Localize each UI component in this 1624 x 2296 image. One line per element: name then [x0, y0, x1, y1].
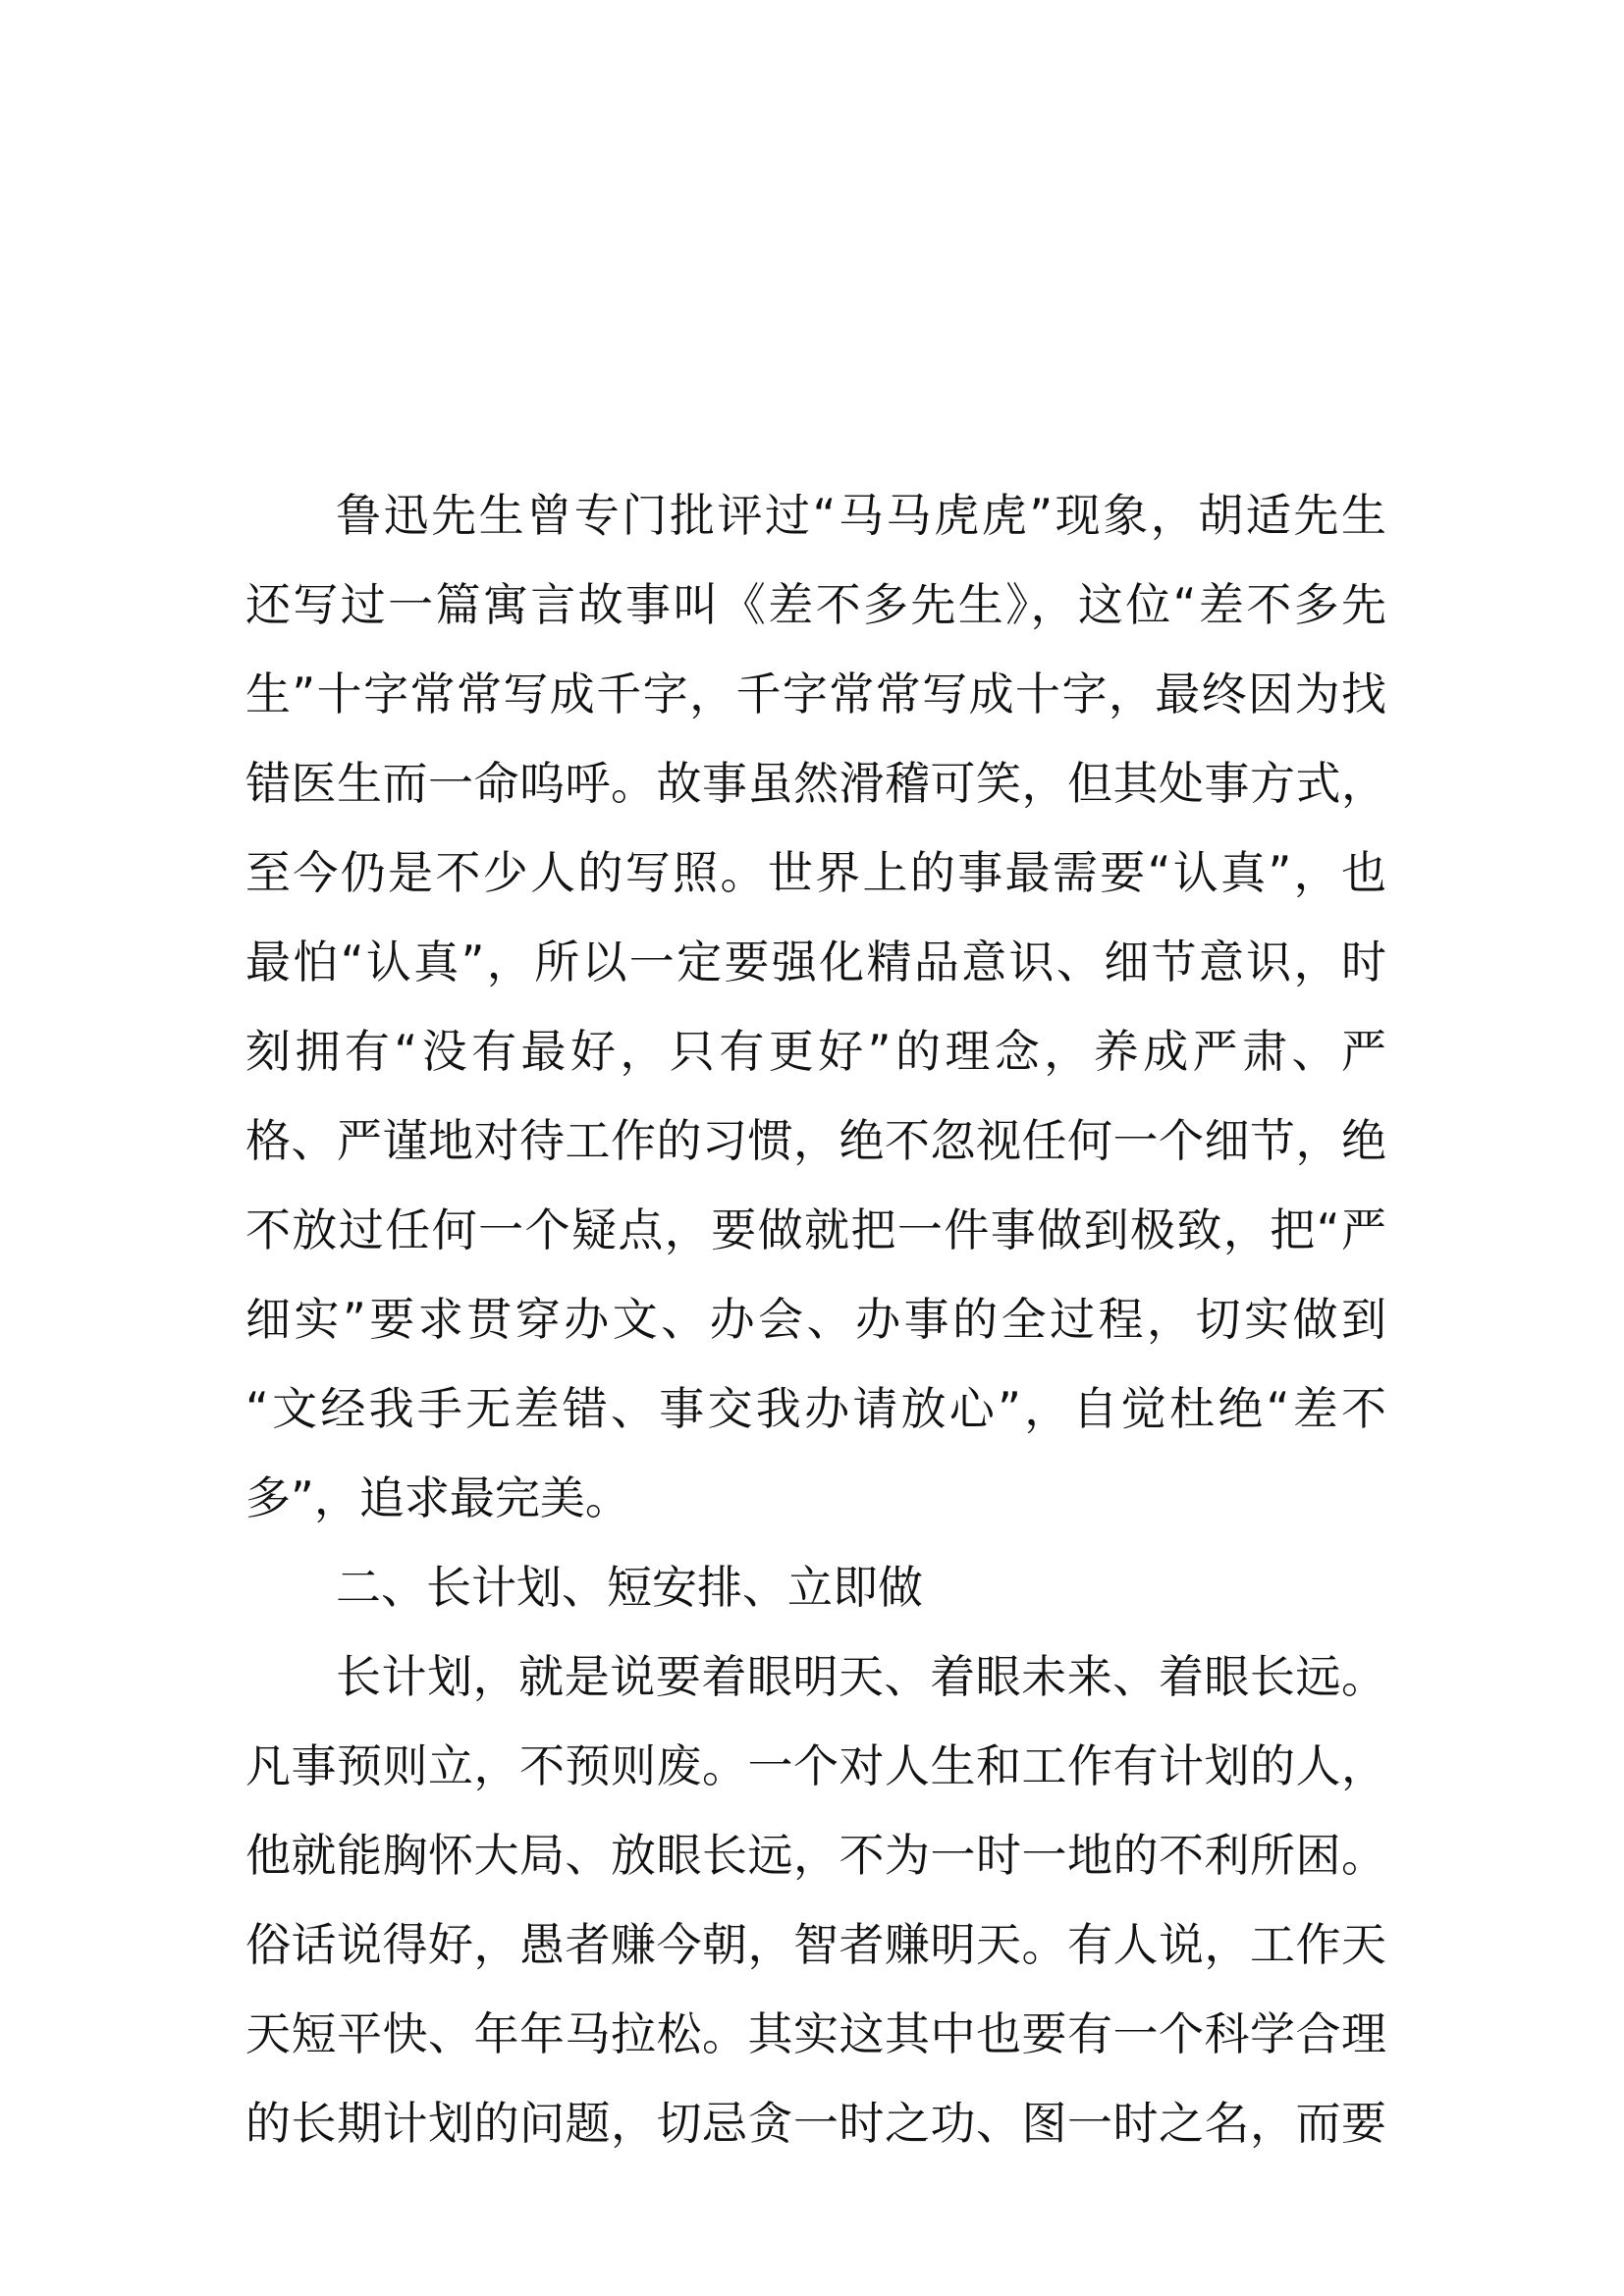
paragraph-1-line-8: 格、严谨地对待工作的习惯，绝不忽视任何一个细节，绝: [245, 1114, 1386, 1167]
paragraph-2-line-2: 凡事预则立，不预则废。一个对人生和工作有计划的人，: [245, 1739, 1386, 1792]
section-heading: 二、长计划、短安排、立即做: [336, 1561, 923, 1614]
paragraph-2-line-3: 他就能胸怀大局、放眼长远，不为一时一地的不利所困。: [245, 1829, 1386, 1882]
paragraph-1-line-10: 细实”要求贯穿办文、办会、办事的全过程，切实做到: [245, 1293, 1386, 1346]
paragraph-1-line-3: 生”十字常常写成千字，千字常常写成十字，最终因为找: [245, 667, 1386, 721]
paragraph-2-line-4: 俗话说得好，愚者赚今朝，智者赚明天。有人说，工作天: [245, 1918, 1386, 1971]
paragraph-1-line-5: 至今仍是不少人的写照。世界上的事最需要“认真”，也: [245, 846, 1386, 899]
paragraph-1-line-9: 不放过任何一个疑点，要做就把一件事做到极致，把“严: [245, 1203, 1386, 1256]
paragraph-1-line-11: “文经我手无差错、事交我办请放心”，自觉杜绝“差不: [245, 1382, 1386, 1435]
paragraph-1-line-1: 鲁迅先生曾专门批评过“马马虎虎”现象，胡适先生: [336, 489, 1386, 542]
document-body: [245, 471, 1386, 2168]
paragraph-2-line-6: 的长期计划的问题，切忌贪一时之功、图一时之名，而要: [245, 2097, 1386, 2150]
paragraph-1-line-12: 多”，追求最完美。: [245, 1471, 630, 1524]
paragraph-2-line-1: 长计划，就是说要着眼明天、着眼未来、着眼长远。: [336, 1650, 1386, 1703]
paragraph-1-line-4: 错医生而一命呜呼。故事虽然滑稽可笑，但其处事方式，: [245, 757, 1386, 810]
paragraph-1-line-6: 最怕“认真”，所以一定要强化精品意识、细节意识，时: [245, 935, 1386, 988]
paragraph-1-line-2: 还写过一篇寓言故事叫《差不多先生》，这位“差不多先: [245, 578, 1386, 631]
paragraph-1-line-7: 刻拥有“没有最好，只有更好”的理念，养成严肃、严: [245, 1025, 1386, 1078]
paragraph-2-line-5: 天短平快、年年马拉松。其实这其中也要有一个科学合理: [245, 2007, 1386, 2060]
